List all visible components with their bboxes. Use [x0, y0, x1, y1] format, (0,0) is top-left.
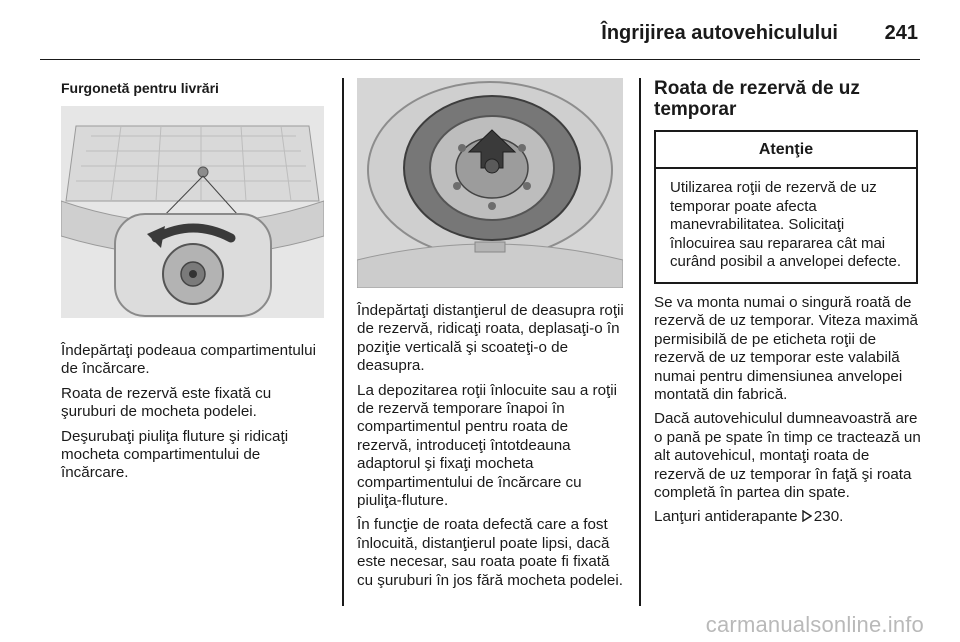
paragraph: Roata de rezervă este fixată cu şuruburi de mocheta podelei. — [61, 384, 272, 421]
cross-reference — [654, 508, 924, 526]
spare-wheel-illustration — [357, 78, 623, 288]
warning-box — [654, 130, 918, 284]
paragraph: Îndepărtaţi podeaua compartimentului de încărcare. — [61, 342, 316, 378]
chapter-title: Îngrijirea autovehiculului — [601, 22, 838, 44]
section-label: Furgonetă pentru livrări — [61, 80, 219, 96]
paragraph: La depozitarea roţii înlocuite sau a roţii de rezervă temporare înapoi în compartimentul pentru roata de rezervă, introduceţi întotdeauna adaptorul şi fixaţi mocheta compartimentului de încărcare cu piuliţa-fluture. — [357, 381, 618, 510]
page-header — [40, 16, 920, 60]
reference-page[interactable]: 230. — [813, 508, 844, 526]
column-divider — [639, 78, 641, 606]
page-reference-icon — [802, 510, 812, 522]
column-3 — [654, 78, 924, 533]
cargo-floor-drawing — [61, 106, 324, 318]
column-1 — [61, 78, 329, 489]
reference-text: Lanţuri antiderapante — [654, 508, 798, 526]
warning-title: Atenţie — [656, 132, 916, 169]
paragraph: Deşurubaţi piuliţa fluture şi ridicaţi mocheta compartimentului de încărcare. — [61, 427, 289, 482]
warning-text: Utilizarea roţii de rezervă de uz temporar poate afecta manevrabilitatea. Solicitaţi înlocuirea sau repararea cât mai curând posibil a anvelopei defecte. — [670, 179, 901, 271]
section-heading: Roata de rezervă de uz temporar — [654, 78, 860, 120]
paragraph: Îndepărtaţi distanţierul de deasupra roţii de rezervă, ridicaţi roata, deplasaţi-o în poziţie verticală şi scoateţi-o de deasupra. — [357, 302, 624, 375]
paragraph: În funcţie de roata defectă care a fost înlocuită, distanţierul poate lipsi, dacă este necesar, sau roata poate fi fixată cu şuruburi în jos fără mocheta podelei. — [357, 516, 623, 589]
watermark: carmanualsonline.info — [705, 612, 924, 637]
paragraph: Dacă autovehiculul dumneavoastră are o pană pe spate în timp ce tractează un alt autovehicul, montaţi roata de rezervă de uz temporar în faţă şi roata completă în partea din spate. — [654, 410, 921, 502]
cargo-floor-illustration — [61, 106, 324, 318]
page-number: 241 — [884, 22, 918, 44]
paragraph: Se va monta numai o singură roată de rezervă de uz temporar. Viteza maximă permisibilă de pe eticheta roţii de rezervă de uz temporar este valabilă numai pentru dimensiunea anvelopei montată din fabrică. — [654, 293, 918, 403]
spare-wheel-drawing — [357, 78, 623, 288]
column-divider — [342, 78, 344, 606]
column-2 — [357, 78, 625, 596]
